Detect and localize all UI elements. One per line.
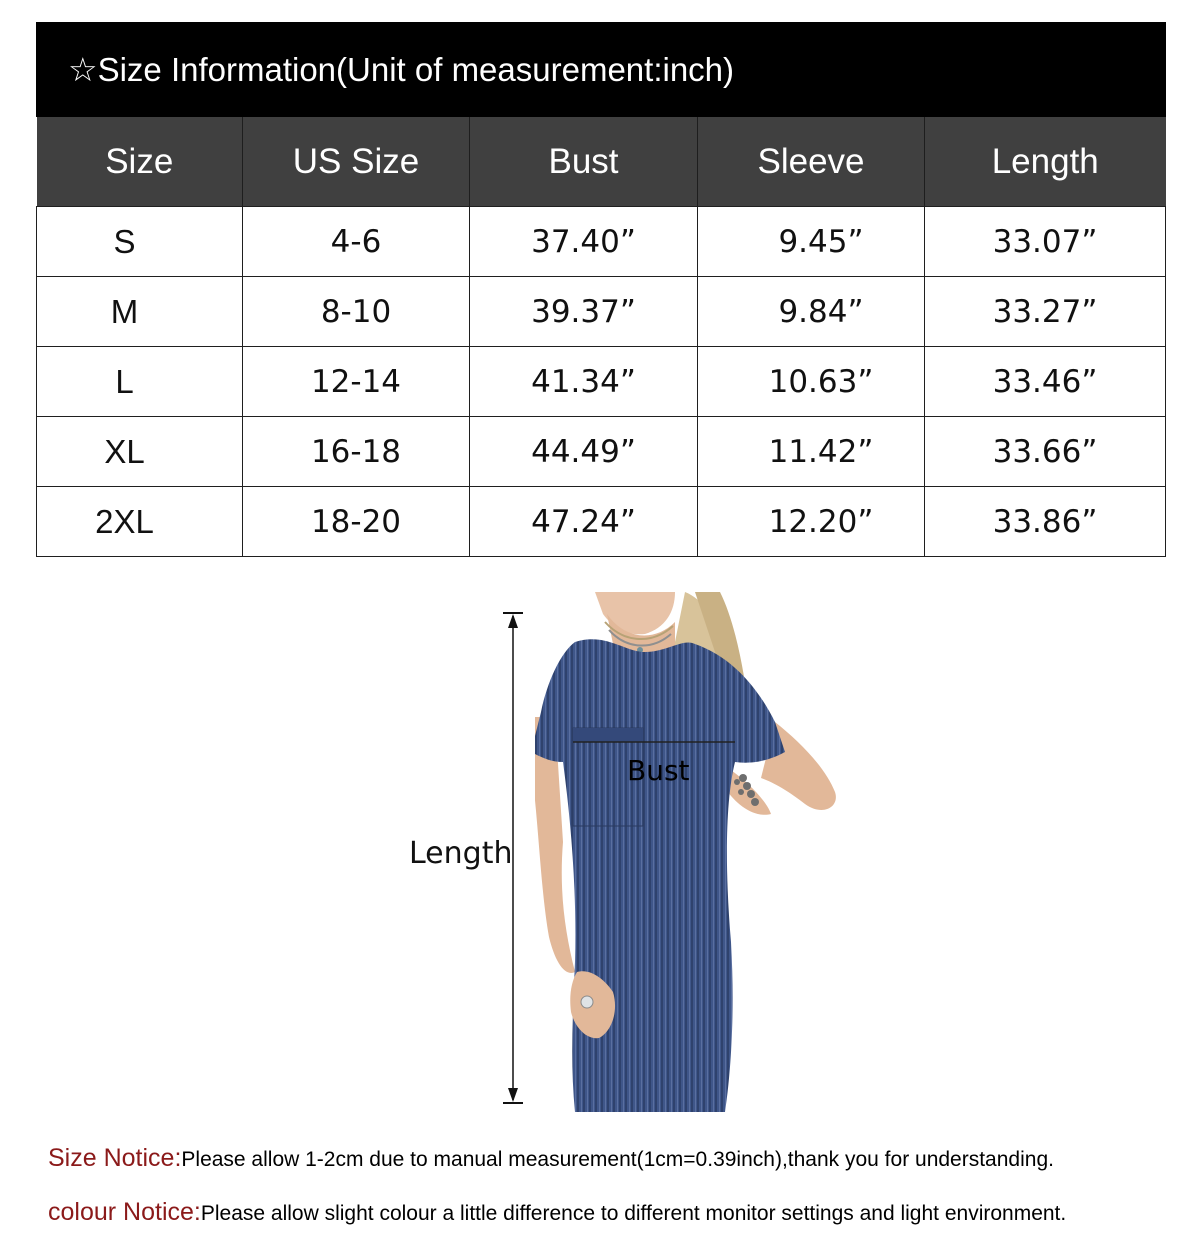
size-cell: L [37, 347, 243, 417]
table-row [37, 207, 1166, 277]
us-size-cell: 16-18 [243, 417, 470, 487]
dress-photo [535, 592, 847, 1118]
length-cell: 33.66” [925, 417, 1166, 487]
bust-cell: 47.24” [470, 487, 698, 557]
sleeve-cell: 9.84” [698, 277, 925, 347]
table-row [37, 347, 1166, 417]
bust-cell: 37.40” [470, 207, 698, 277]
size-info-title [68, 50, 734, 90]
us-size-cell: 18-20 [243, 487, 470, 557]
column-header-us-size: US Size [243, 117, 470, 207]
sleeve-cell: 9.45” [698, 207, 925, 277]
colour-notice-body: Please allow slight colour a little difference to different monitor settings and light environment. [200, 1202, 1067, 1225]
bust-cell: 44.49” [470, 417, 698, 487]
table-row [37, 417, 1166, 487]
star-icon: ☆ [68, 51, 98, 88]
column-header-bust: Bust [470, 117, 698, 207]
length-label: Length [409, 836, 513, 871]
table-header-row [37, 117, 1166, 207]
size-notice-title: Size Notice: [48, 1144, 182, 1172]
column-header-sleeve: Sleeve [698, 117, 925, 207]
bust-cell: 41.34” [470, 347, 698, 417]
size-chart-table [36, 117, 1166, 557]
length-cell: 33.86” [925, 487, 1166, 557]
column-header-size: Size [37, 117, 243, 207]
colour-notice [48, 1198, 1066, 1227]
us-size-cell: 12-14 [243, 347, 470, 417]
title-label: Size Information(Unit of measurement:inch) [97, 51, 735, 88]
size-info-title-bar [36, 22, 1166, 117]
size-cell: S [37, 207, 243, 277]
size-notice [48, 1144, 1054, 1173]
size-cell: M [37, 277, 243, 347]
sleeve-cell: 11.42” [698, 417, 925, 487]
size-notice-body: Please allow 1-2cm due to manual measurement(1cm=0.39inch),thank you for understanding. [181, 1148, 1054, 1171]
table-row [37, 487, 1166, 557]
size-cell: 2XL [37, 487, 243, 557]
length-cell: 33.07” [925, 207, 1166, 277]
table-row [37, 277, 1166, 347]
sleeve-cell: 10.63” [698, 347, 925, 417]
bust-label: Bust [627, 754, 690, 787]
column-header-length: Length [925, 117, 1166, 207]
size-cell: XL [37, 417, 243, 487]
length-cell: 33.27” [925, 277, 1166, 347]
sleeve-cell: 12.20” [698, 487, 925, 557]
bust-cell: 39.37” [470, 277, 698, 347]
us-size-cell: 8-10 [243, 277, 470, 347]
colour-notice-title: colour Notice: [48, 1198, 201, 1226]
us-size-cell: 4-6 [243, 207, 470, 277]
length-cell: 33.46” [925, 347, 1166, 417]
